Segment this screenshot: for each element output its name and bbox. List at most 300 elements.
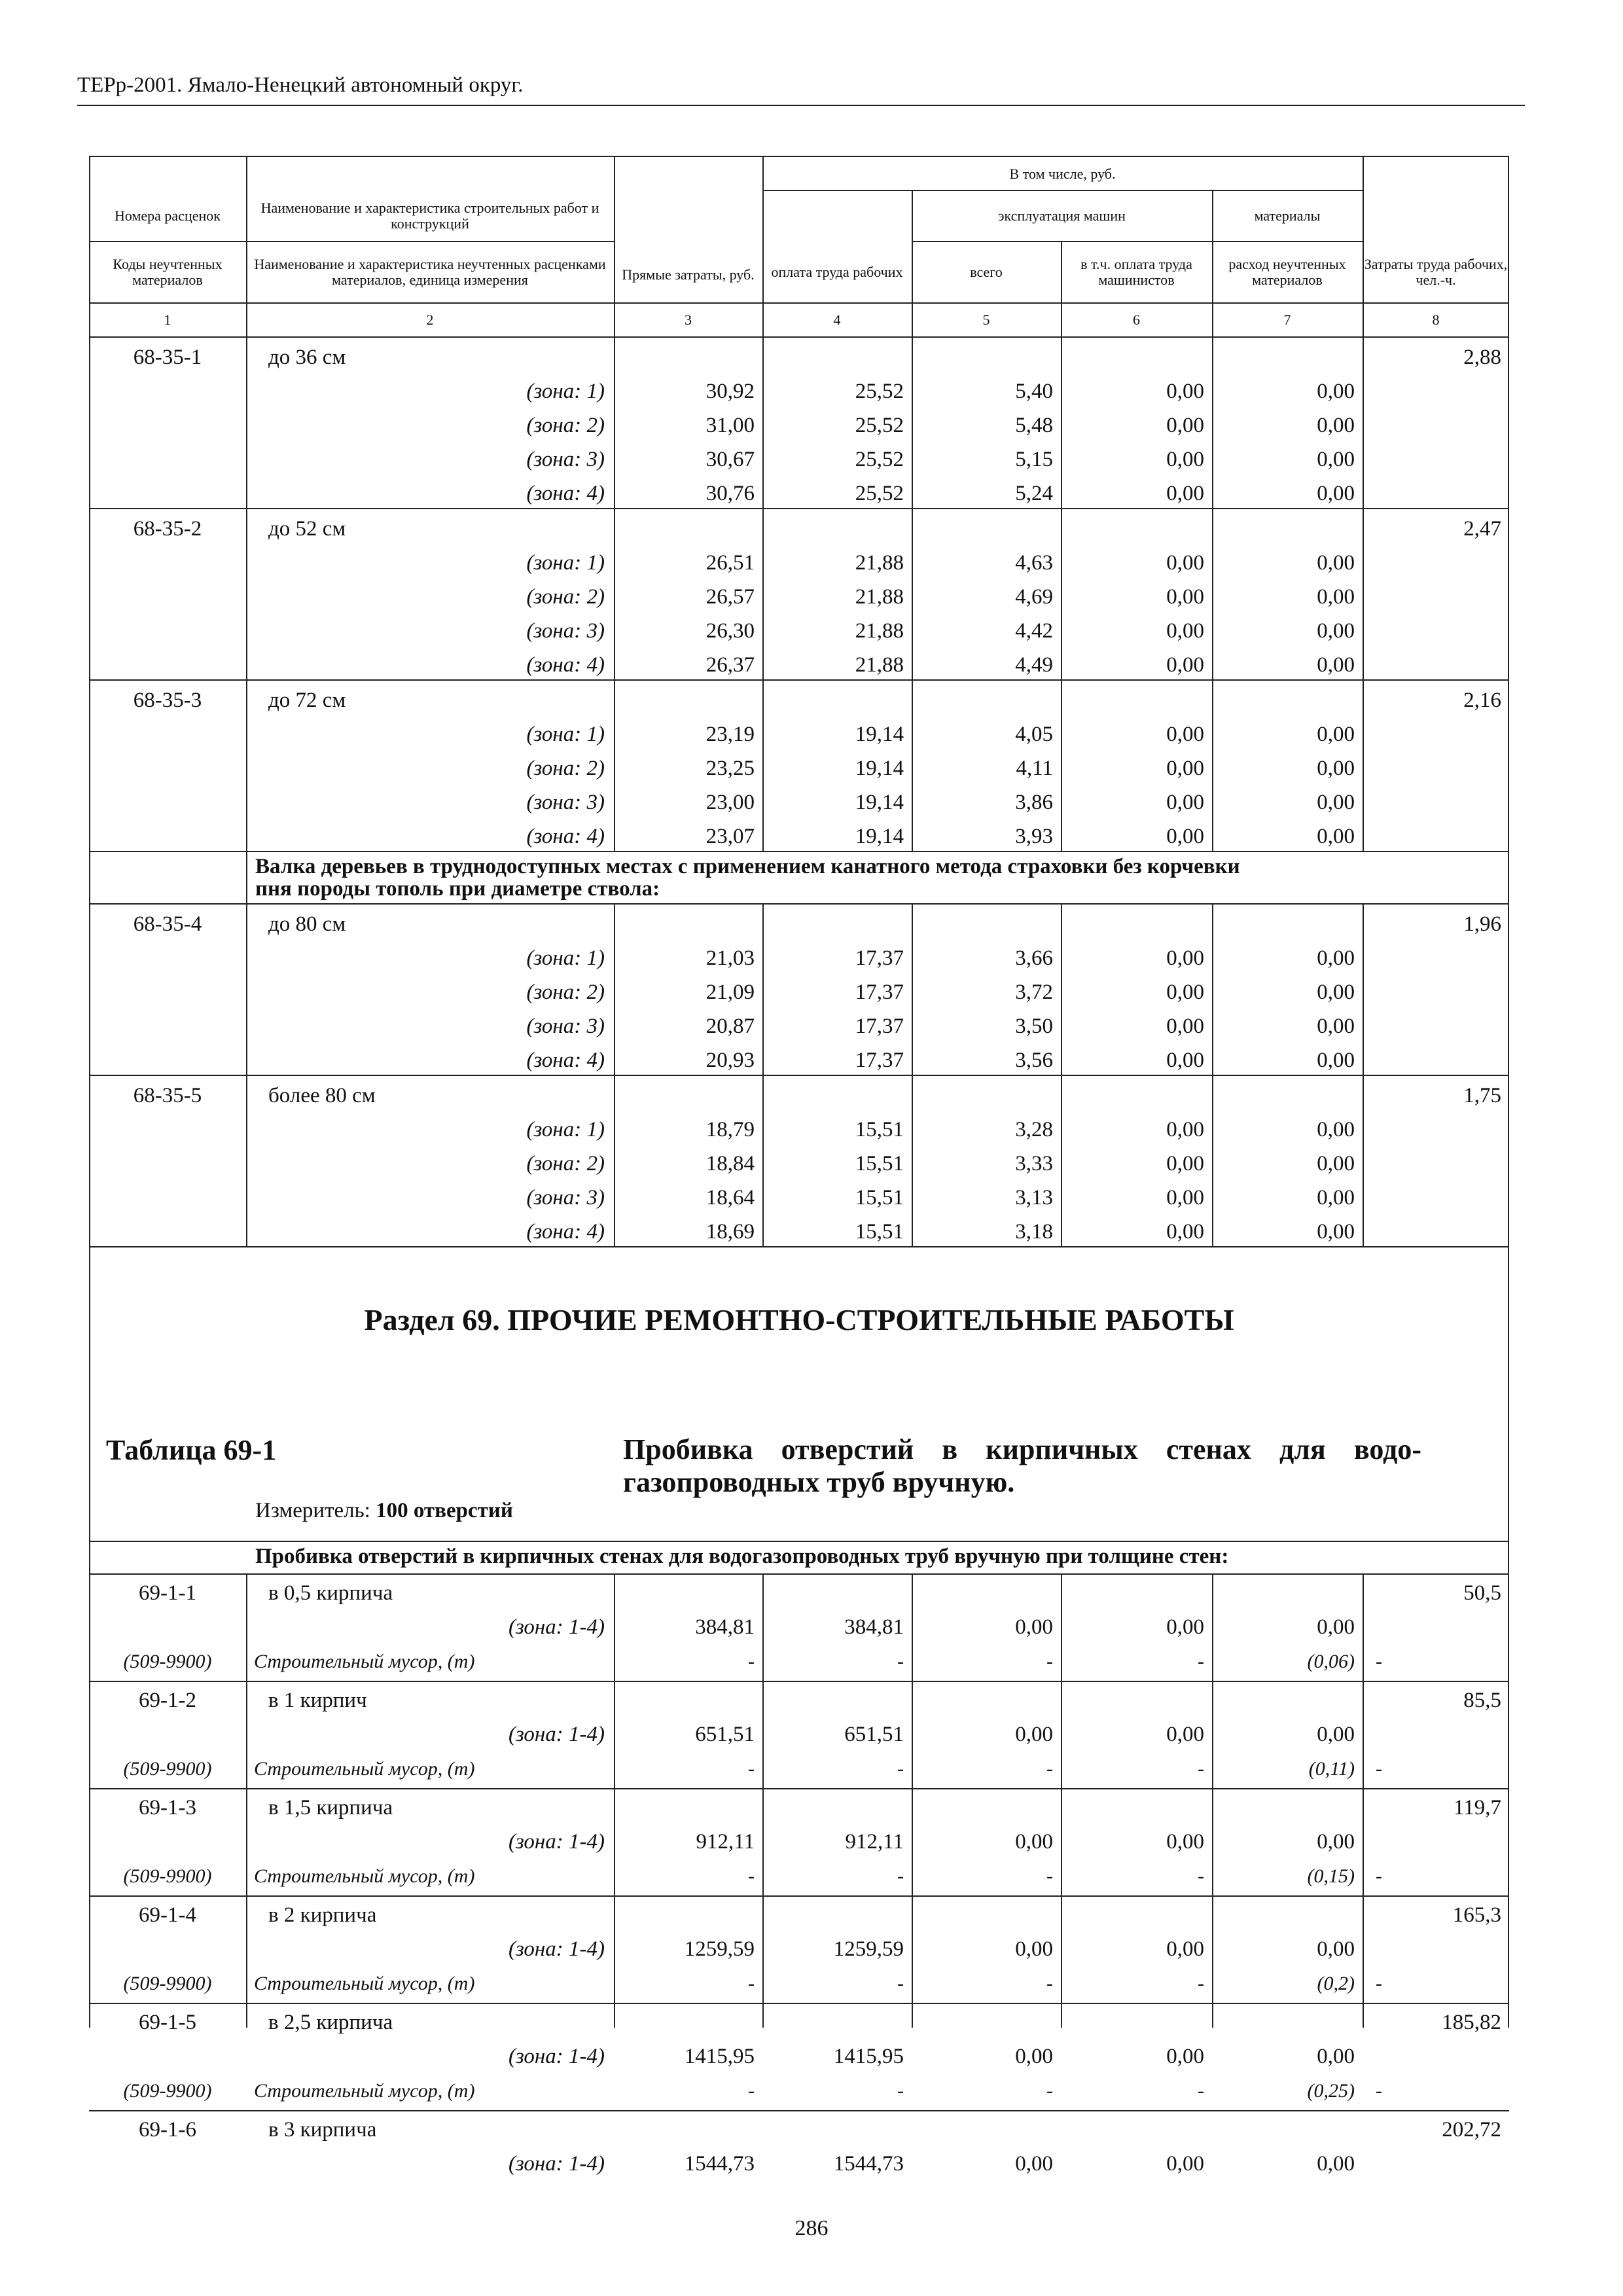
table-vline xyxy=(912,1575,913,2028)
direct-cost: 1259,59 xyxy=(684,1937,755,1961)
labor-cost: 50,5 xyxy=(1463,1581,1501,1605)
operator-wages: 0,00 xyxy=(1166,1830,1204,1854)
rate-description: в 2,5 кирпича xyxy=(268,2011,393,2034)
table-vline xyxy=(1363,905,1364,1246)
materials-cost: 0,00 xyxy=(1317,946,1355,970)
machines-total: 3,13 xyxy=(1015,1186,1053,1210)
table-vline xyxy=(1061,241,1062,336)
materials-cost: 0,00 xyxy=(1317,791,1355,814)
direct-cost: 26,57 xyxy=(705,585,755,609)
direct-cost: 18,64 xyxy=(705,1186,755,1210)
rate-description: до 52 см xyxy=(268,517,346,541)
labor-cost: 165,3 xyxy=(1452,1903,1501,1927)
zone-label: (зона: 1-4) xyxy=(508,1830,605,1854)
table-hline xyxy=(89,1075,1509,1076)
machines-total: 4,63 xyxy=(1015,551,1053,575)
table-caption: Пробивка отверстий в кирпичных стенах для водо-газопроводных труб вручную. xyxy=(623,1433,1421,1498)
material-value: - xyxy=(1198,1651,1204,1672)
zone-label: (зона: 4) xyxy=(526,1220,605,1244)
zone-label: (зона: 1-4) xyxy=(508,1937,605,1961)
labor-cost: 202,72 xyxy=(1442,2118,1501,2142)
col2-header-materials: Наименование и характеристика неучтенных расценками материалов, единица измерения xyxy=(254,256,606,288)
rate-code: 69-1-4 xyxy=(139,1903,196,1927)
rate-description: в 2 кирпича xyxy=(268,1903,377,1927)
table-vline xyxy=(246,1575,247,2028)
materials-cost: 0,00 xyxy=(1317,414,1355,437)
zone-label: (зона: 1) xyxy=(526,723,605,746)
operator-wages: 0,00 xyxy=(1166,551,1204,575)
direct-cost: 30,92 xyxy=(705,380,755,403)
table-vline xyxy=(246,156,247,336)
col6-header-operator-wages: в т.ч. оплата труда машинистов xyxy=(1080,256,1192,288)
machines-total: 4,42 xyxy=(1015,619,1053,643)
machines-total: 5,48 xyxy=(1015,414,1053,437)
table-hline xyxy=(89,851,1509,852)
subheading-section-69: Пробивка отверстий в кирпичных стенах для водогазопроводных труб вручную при толщине стен: xyxy=(255,1545,1229,1568)
header-materials: материалы xyxy=(1254,207,1321,224)
material-value: (0,25) xyxy=(1307,2080,1355,2102)
machines-total: 3,93 xyxy=(1015,825,1053,848)
operator-wages: 0,00 xyxy=(1166,653,1204,677)
col3-header-direct-costs: Прямые затраты, руб. xyxy=(622,266,755,283)
subheading-line-2: пня породы тополь при диаметре ствола: xyxy=(255,877,660,901)
table-vline xyxy=(1363,156,1364,336)
table-vline xyxy=(1212,905,1213,1246)
zone-label: (зона: 1-4) xyxy=(508,1723,605,1746)
operator-wages: 0,00 xyxy=(1166,380,1204,403)
rate-description: в 3 кирпича xyxy=(268,2118,377,2142)
machines-total: 0,00 xyxy=(1015,1830,1053,1854)
table-vline xyxy=(762,338,764,851)
labor-cost: 85,5 xyxy=(1463,1689,1501,1712)
worker-wages: 17,37 xyxy=(855,980,904,1004)
worker-wages: 19,14 xyxy=(855,723,904,746)
zone-label: (зона: 3) xyxy=(526,791,605,814)
zone-label: (зона: 4) xyxy=(526,482,605,505)
rate-description: более 80 см xyxy=(268,1084,376,1107)
worker-wages: 19,14 xyxy=(855,825,904,848)
materials-cost: 0,00 xyxy=(1317,619,1355,643)
table-vline xyxy=(246,852,247,903)
machines-total: 4,69 xyxy=(1015,585,1053,609)
table-hline xyxy=(89,336,1509,338)
worker-wages: 25,52 xyxy=(855,482,904,505)
table-vline xyxy=(614,156,615,336)
materials-cost: 0,00 xyxy=(1317,1152,1355,1175)
worker-wages: 384,81 xyxy=(844,1615,904,1639)
rate-code: 69-1-2 xyxy=(139,1689,196,1712)
materials-cost: 0,00 xyxy=(1317,551,1355,575)
table-hline xyxy=(89,903,1509,905)
zone-label: (зона: 4) xyxy=(526,653,605,677)
worker-wages: 21,88 xyxy=(855,653,904,677)
zone-label: (зона: 1-4) xyxy=(508,1615,605,1639)
material-code: (509-9900) xyxy=(123,1973,212,1994)
direct-cost: 18,84 xyxy=(705,1152,755,1175)
material-value: - xyxy=(897,2080,904,2102)
direct-cost: 20,87 xyxy=(705,1014,755,1038)
meter-label: Измеритель: xyxy=(255,1499,376,1522)
table-hline xyxy=(89,1895,1509,1897)
direct-cost: 384,81 xyxy=(695,1615,755,1639)
zone-label: (зона: 3) xyxy=(526,619,605,643)
operator-wages: 0,00 xyxy=(1166,2045,1204,2068)
machines-total: 3,66 xyxy=(1015,946,1053,970)
zone-label: (зона: 1) xyxy=(526,380,605,403)
direct-cost: 21,03 xyxy=(705,946,755,970)
operator-wages: 0,00 xyxy=(1166,585,1204,609)
materials-cost: 0,00 xyxy=(1317,980,1355,1004)
zone-label: (зона: 2) xyxy=(526,414,605,437)
rate-description: в 1 кирпич xyxy=(268,1689,367,1712)
materials-cost: 0,00 xyxy=(1317,757,1355,780)
rate-code: 68-35-2 xyxy=(133,517,202,541)
table-hline xyxy=(89,2003,1509,2004)
materials-cost: 0,00 xyxy=(1317,448,1355,471)
worker-wages: 15,51 xyxy=(855,1220,904,1244)
material-value: (0,11) xyxy=(1308,1758,1355,1780)
col4-header-wages: оплата труда рабочих xyxy=(771,264,903,280)
table-vline xyxy=(1363,1575,1364,2028)
column-number: 4 xyxy=(833,312,841,328)
worker-wages: 25,52 xyxy=(855,380,904,403)
direct-cost: 23,00 xyxy=(705,791,755,814)
column-number: 1 xyxy=(164,312,171,328)
material-value: - xyxy=(1046,1865,1053,1887)
machines-total: 3,18 xyxy=(1015,1220,1053,1244)
material-value: - xyxy=(897,1865,904,1887)
material-value: - xyxy=(748,1865,755,1887)
machines-total: 0,00 xyxy=(1015,1937,1053,1961)
table-vline xyxy=(762,156,764,336)
direct-cost: 23,25 xyxy=(705,757,755,780)
operator-wages: 0,00 xyxy=(1166,414,1204,437)
rate-code: 68-35-3 xyxy=(133,689,202,712)
labor-cost: 1,75 xyxy=(1463,1084,1501,1107)
rate-description: до 36 см xyxy=(268,346,346,369)
table-vline xyxy=(762,1575,764,2028)
table-hline xyxy=(89,2110,1509,2111)
direct-cost: 26,37 xyxy=(705,653,755,677)
table-vline xyxy=(1212,338,1213,851)
material-description: Строительный мусор, (т) xyxy=(254,1865,475,1887)
column-number: 8 xyxy=(1432,312,1440,328)
direct-cost: 20,93 xyxy=(705,1049,755,1072)
page-number: 286 xyxy=(794,2216,829,2240)
column-number: 5 xyxy=(982,312,990,328)
direct-cost: 651,51 xyxy=(695,1723,755,1746)
column-number: 2 xyxy=(426,312,434,328)
table-hline xyxy=(89,1788,1509,1789)
material-value: - xyxy=(1198,1758,1204,1780)
operator-wages: 0,00 xyxy=(1166,1014,1204,1038)
table-vline xyxy=(912,338,913,851)
labor-cost: 2,16 xyxy=(1463,689,1501,712)
materials-cost: 0,00 xyxy=(1317,825,1355,848)
table-vline xyxy=(1061,338,1062,851)
direct-cost: 31,00 xyxy=(705,414,755,437)
material-value: - xyxy=(897,1651,904,1672)
material-value: - xyxy=(897,1973,904,1994)
machines-total: 3,56 xyxy=(1015,1049,1053,1072)
rate-code: 68-35-4 xyxy=(133,912,202,936)
machines-total: 3,50 xyxy=(1015,1014,1053,1038)
col1-header-rates: Номера расценок xyxy=(115,207,221,224)
machines-total: 0,00 xyxy=(1015,1723,1053,1746)
materials-cost: 0,00 xyxy=(1317,1118,1355,1141)
operator-wages: 0,00 xyxy=(1166,1615,1204,1639)
zone-label: (зона: 3) xyxy=(526,1014,605,1038)
table-label: Таблица 69-1 xyxy=(106,1434,277,1466)
zone-label: (зона: 2) xyxy=(526,980,605,1004)
direct-cost: 23,19 xyxy=(705,723,755,746)
material-value: - xyxy=(897,1758,904,1780)
rate-description: до 72 см xyxy=(268,689,346,712)
material-value: (0,15) xyxy=(1307,1865,1355,1887)
zone-label: (зона: 1) xyxy=(526,946,605,970)
worker-wages: 17,37 xyxy=(855,1014,904,1038)
operator-wages: 0,00 xyxy=(1166,980,1204,1004)
worker-wages: 651,51 xyxy=(844,1723,904,1746)
rate-code: 69-1-3 xyxy=(139,1796,196,1820)
header-divider xyxy=(77,105,1525,106)
zone-label: (зона: 1) xyxy=(526,551,605,575)
material-value: (0,2) xyxy=(1317,1973,1355,1994)
materials-cost: 0,00 xyxy=(1317,2152,1355,2176)
zone-label: (зона: 1) xyxy=(526,1118,605,1141)
table-vline xyxy=(246,905,247,1246)
labor-cost: 2,88 xyxy=(1463,346,1501,369)
materials-cost: 0,00 xyxy=(1317,585,1355,609)
measurement-unit xyxy=(255,1499,513,1523)
zone-label: (зона: 2) xyxy=(526,585,605,609)
table-vline xyxy=(912,190,913,336)
table-hline xyxy=(89,1573,1509,1575)
zone-label: (зона: 4) xyxy=(526,1049,605,1072)
worker-wages: 1259,59 xyxy=(833,1937,904,1961)
col8-header-labor: Затраты труда рабочих, чел.-ч. xyxy=(1364,256,1508,288)
material-value: - xyxy=(1376,1973,1382,1994)
table-vline xyxy=(1061,905,1062,1246)
operator-wages: 0,00 xyxy=(1166,482,1204,505)
machines-total: 5,15 xyxy=(1015,448,1053,471)
operator-wages: 0,00 xyxy=(1166,1937,1204,1961)
material-value: - xyxy=(1046,2080,1053,2102)
zone-label: (зона: 1-4) xyxy=(508,2045,605,2068)
material-value: - xyxy=(1198,1973,1204,1994)
machines-total: 4,05 xyxy=(1015,723,1053,746)
labor-cost: 2,47 xyxy=(1463,517,1501,541)
material-code: (509-9900) xyxy=(123,1651,212,1672)
material-value: - xyxy=(748,1758,755,1780)
material-value: - xyxy=(1376,2080,1382,2102)
worker-wages: 25,52 xyxy=(855,448,904,471)
operator-wages: 0,00 xyxy=(1166,448,1204,471)
materials-cost: 0,00 xyxy=(1317,1014,1355,1038)
operator-wages: 0,00 xyxy=(1166,946,1204,970)
direct-cost: 912,11 xyxy=(696,1830,755,1854)
table-vline xyxy=(1212,1575,1213,2028)
table-vline xyxy=(1212,190,1213,336)
worker-wages: 21,88 xyxy=(855,585,904,609)
rate-code: 68-35-5 xyxy=(133,1084,202,1107)
zone-label: (зона: 4) xyxy=(526,825,605,848)
worker-wages: 17,37 xyxy=(855,946,904,970)
material-value: - xyxy=(748,2080,755,2102)
table-vline xyxy=(614,905,615,1246)
materials-cost: 0,00 xyxy=(1317,1049,1355,1072)
labor-cost: 185,82 xyxy=(1442,2011,1501,2034)
worker-wages: 25,52 xyxy=(855,414,904,437)
operator-wages: 0,00 xyxy=(1166,1049,1204,1072)
direct-cost: 21,09 xyxy=(705,980,755,1004)
direct-cost: 26,51 xyxy=(705,551,755,575)
header-in-total: В том числе, руб. xyxy=(1009,166,1116,182)
machines-total: 5,24 xyxy=(1015,482,1053,505)
direct-cost: 1544,73 xyxy=(684,2152,755,2176)
materials-cost: 0,00 xyxy=(1317,1220,1355,1244)
column-number: 6 xyxy=(1133,312,1140,328)
material-value: - xyxy=(748,1973,755,1994)
machines-total: 4,49 xyxy=(1015,653,1053,677)
machines-total: 0,00 xyxy=(1015,2045,1053,2068)
zone-label: (зона: 3) xyxy=(526,448,605,471)
table-hline xyxy=(89,1246,1509,1247)
zone-label: (зона: 2) xyxy=(526,757,605,780)
material-value: - xyxy=(748,1651,755,1672)
materials-cost: 0,00 xyxy=(1317,1830,1355,1854)
table-vline xyxy=(614,338,615,851)
table-hline xyxy=(89,302,1509,304)
direct-cost: 23,07 xyxy=(705,825,755,848)
table-vline xyxy=(1363,338,1364,851)
material-code: (509-9900) xyxy=(123,1758,212,1780)
table-hline xyxy=(89,241,614,242)
material-value: - xyxy=(1198,2080,1204,2102)
rate-code: 69-1-1 xyxy=(139,1581,196,1605)
table-vline xyxy=(912,905,913,1246)
worker-wages: 21,88 xyxy=(855,619,904,643)
machines-total: 3,72 xyxy=(1015,980,1053,1004)
meter-value: 100 отверстий xyxy=(376,1499,513,1522)
rate-description: до 80 см xyxy=(268,912,346,936)
material-value: - xyxy=(1376,1758,1382,1780)
worker-wages: 15,51 xyxy=(855,1118,904,1141)
material-value: - xyxy=(1046,1651,1053,1672)
worker-wages: 21,88 xyxy=(855,551,904,575)
direct-cost: 18,79 xyxy=(705,1118,755,1141)
table-vline xyxy=(762,905,764,1246)
table-hline xyxy=(912,241,1363,242)
table-vline xyxy=(614,1575,615,2028)
direct-cost: 18,69 xyxy=(705,1220,755,1244)
rate-code: 68-35-1 xyxy=(133,346,202,369)
machines-total: 5,40 xyxy=(1015,380,1053,403)
section-title: Раздел 69. ПРОЧИЕ РЕМОНТНО-СТРОИТЕЛЬНЫЕ РАБОТЫ xyxy=(364,1303,1234,1336)
operator-wages: 0,00 xyxy=(1166,825,1204,848)
material-value: (0,06) xyxy=(1307,1651,1355,1672)
table-hline xyxy=(89,1681,1509,1682)
material-value: - xyxy=(1046,1973,1053,1994)
page-header-title: ТЕРр-2001. Ямало-Ненецкий автономный округ. xyxy=(77,73,524,97)
rate-description: в 1,5 кирпича xyxy=(268,1796,393,1820)
materials-cost: 0,00 xyxy=(1317,653,1355,677)
material-description: Строительный мусор, (т) xyxy=(254,1758,475,1780)
operator-wages: 0,00 xyxy=(1166,1152,1204,1175)
machines-total: 3,28 xyxy=(1015,1118,1053,1141)
machines-total: 0,00 xyxy=(1015,1615,1053,1639)
material-value: - xyxy=(1376,1651,1382,1672)
rate-code: 69-1-5 xyxy=(139,2011,196,2034)
subheading-line-1: Валка деревьев в труднодоступных местах с применением канатного метода страховки без корчевки xyxy=(255,855,1240,878)
materials-cost: 0,00 xyxy=(1317,482,1355,505)
labor-cost: 1,96 xyxy=(1463,912,1501,936)
col7-header-material-use: расход неучтенных материалов xyxy=(1228,256,1346,288)
zone-label: (зона: 1-4) xyxy=(508,2152,605,2176)
materials-cost: 0,00 xyxy=(1317,1937,1355,1961)
col1-header-material-codes: Коды неучтенных материалов xyxy=(113,256,223,288)
machines-total: 3,33 xyxy=(1015,1152,1053,1175)
column-number: 3 xyxy=(685,312,692,328)
materials-cost: 0,00 xyxy=(1317,1723,1355,1746)
table-hline xyxy=(89,679,1509,681)
machines-total: 4,11 xyxy=(1016,757,1053,780)
operator-wages: 0,00 xyxy=(1166,2152,1204,2176)
rate-code: 69-1-6 xyxy=(139,2118,196,2142)
material-code: (509-9900) xyxy=(123,1865,212,1887)
materials-cost: 0,00 xyxy=(1317,1615,1355,1639)
materials-cost: 0,00 xyxy=(1317,380,1355,403)
zone-label: (зона: 3) xyxy=(526,1186,605,1210)
worker-wages: 15,51 xyxy=(855,1152,904,1175)
operator-wages: 0,00 xyxy=(1166,791,1204,814)
materials-cost: 0,00 xyxy=(1317,2045,1355,2068)
column-number: 7 xyxy=(1283,312,1291,328)
worker-wages: 912,11 xyxy=(845,1830,904,1854)
operator-wages: 0,00 xyxy=(1166,1723,1204,1746)
operator-wages: 0,00 xyxy=(1166,1186,1204,1210)
direct-cost: 30,67 xyxy=(705,448,755,471)
header-machines: эксплуатация машин xyxy=(998,207,1126,224)
material-value: - xyxy=(1376,1865,1382,1887)
machines-total: 3,86 xyxy=(1015,791,1053,814)
table-hline xyxy=(762,190,1363,191)
material-description: Строительный мусор, (т) xyxy=(254,1973,475,1994)
operator-wages: 0,00 xyxy=(1166,757,1204,780)
worker-wages: 1544,73 xyxy=(833,2152,904,2176)
operator-wages: 0,00 xyxy=(1166,723,1204,746)
table-vline xyxy=(1061,1575,1062,2028)
direct-cost: 1415,95 xyxy=(684,2045,755,2068)
operator-wages: 0,00 xyxy=(1166,1118,1204,1141)
operator-wages: 0,00 xyxy=(1166,1220,1204,1244)
zone-label: (зона: 2) xyxy=(526,1152,605,1175)
worker-wages: 19,14 xyxy=(855,791,904,814)
table-vline xyxy=(246,338,247,851)
table-hline xyxy=(89,508,1509,509)
material-code: (509-9900) xyxy=(123,2080,212,2102)
materials-cost: 0,00 xyxy=(1317,723,1355,746)
material-description: Строительный мусор, (т) xyxy=(254,2080,475,2102)
machines-total: 0,00 xyxy=(1015,2152,1053,2176)
col2-header-works: Наименование и характеристика строительных работ и конструкций xyxy=(260,200,599,232)
material-value: - xyxy=(1198,1865,1204,1887)
operator-wages: 0,00 xyxy=(1166,619,1204,643)
rate-description: в 0,5 кирпича xyxy=(268,1581,393,1605)
material-value: - xyxy=(1046,1758,1053,1780)
col5-header-total: всего xyxy=(970,264,1003,280)
materials-cost: 0,00 xyxy=(1317,1186,1355,1210)
